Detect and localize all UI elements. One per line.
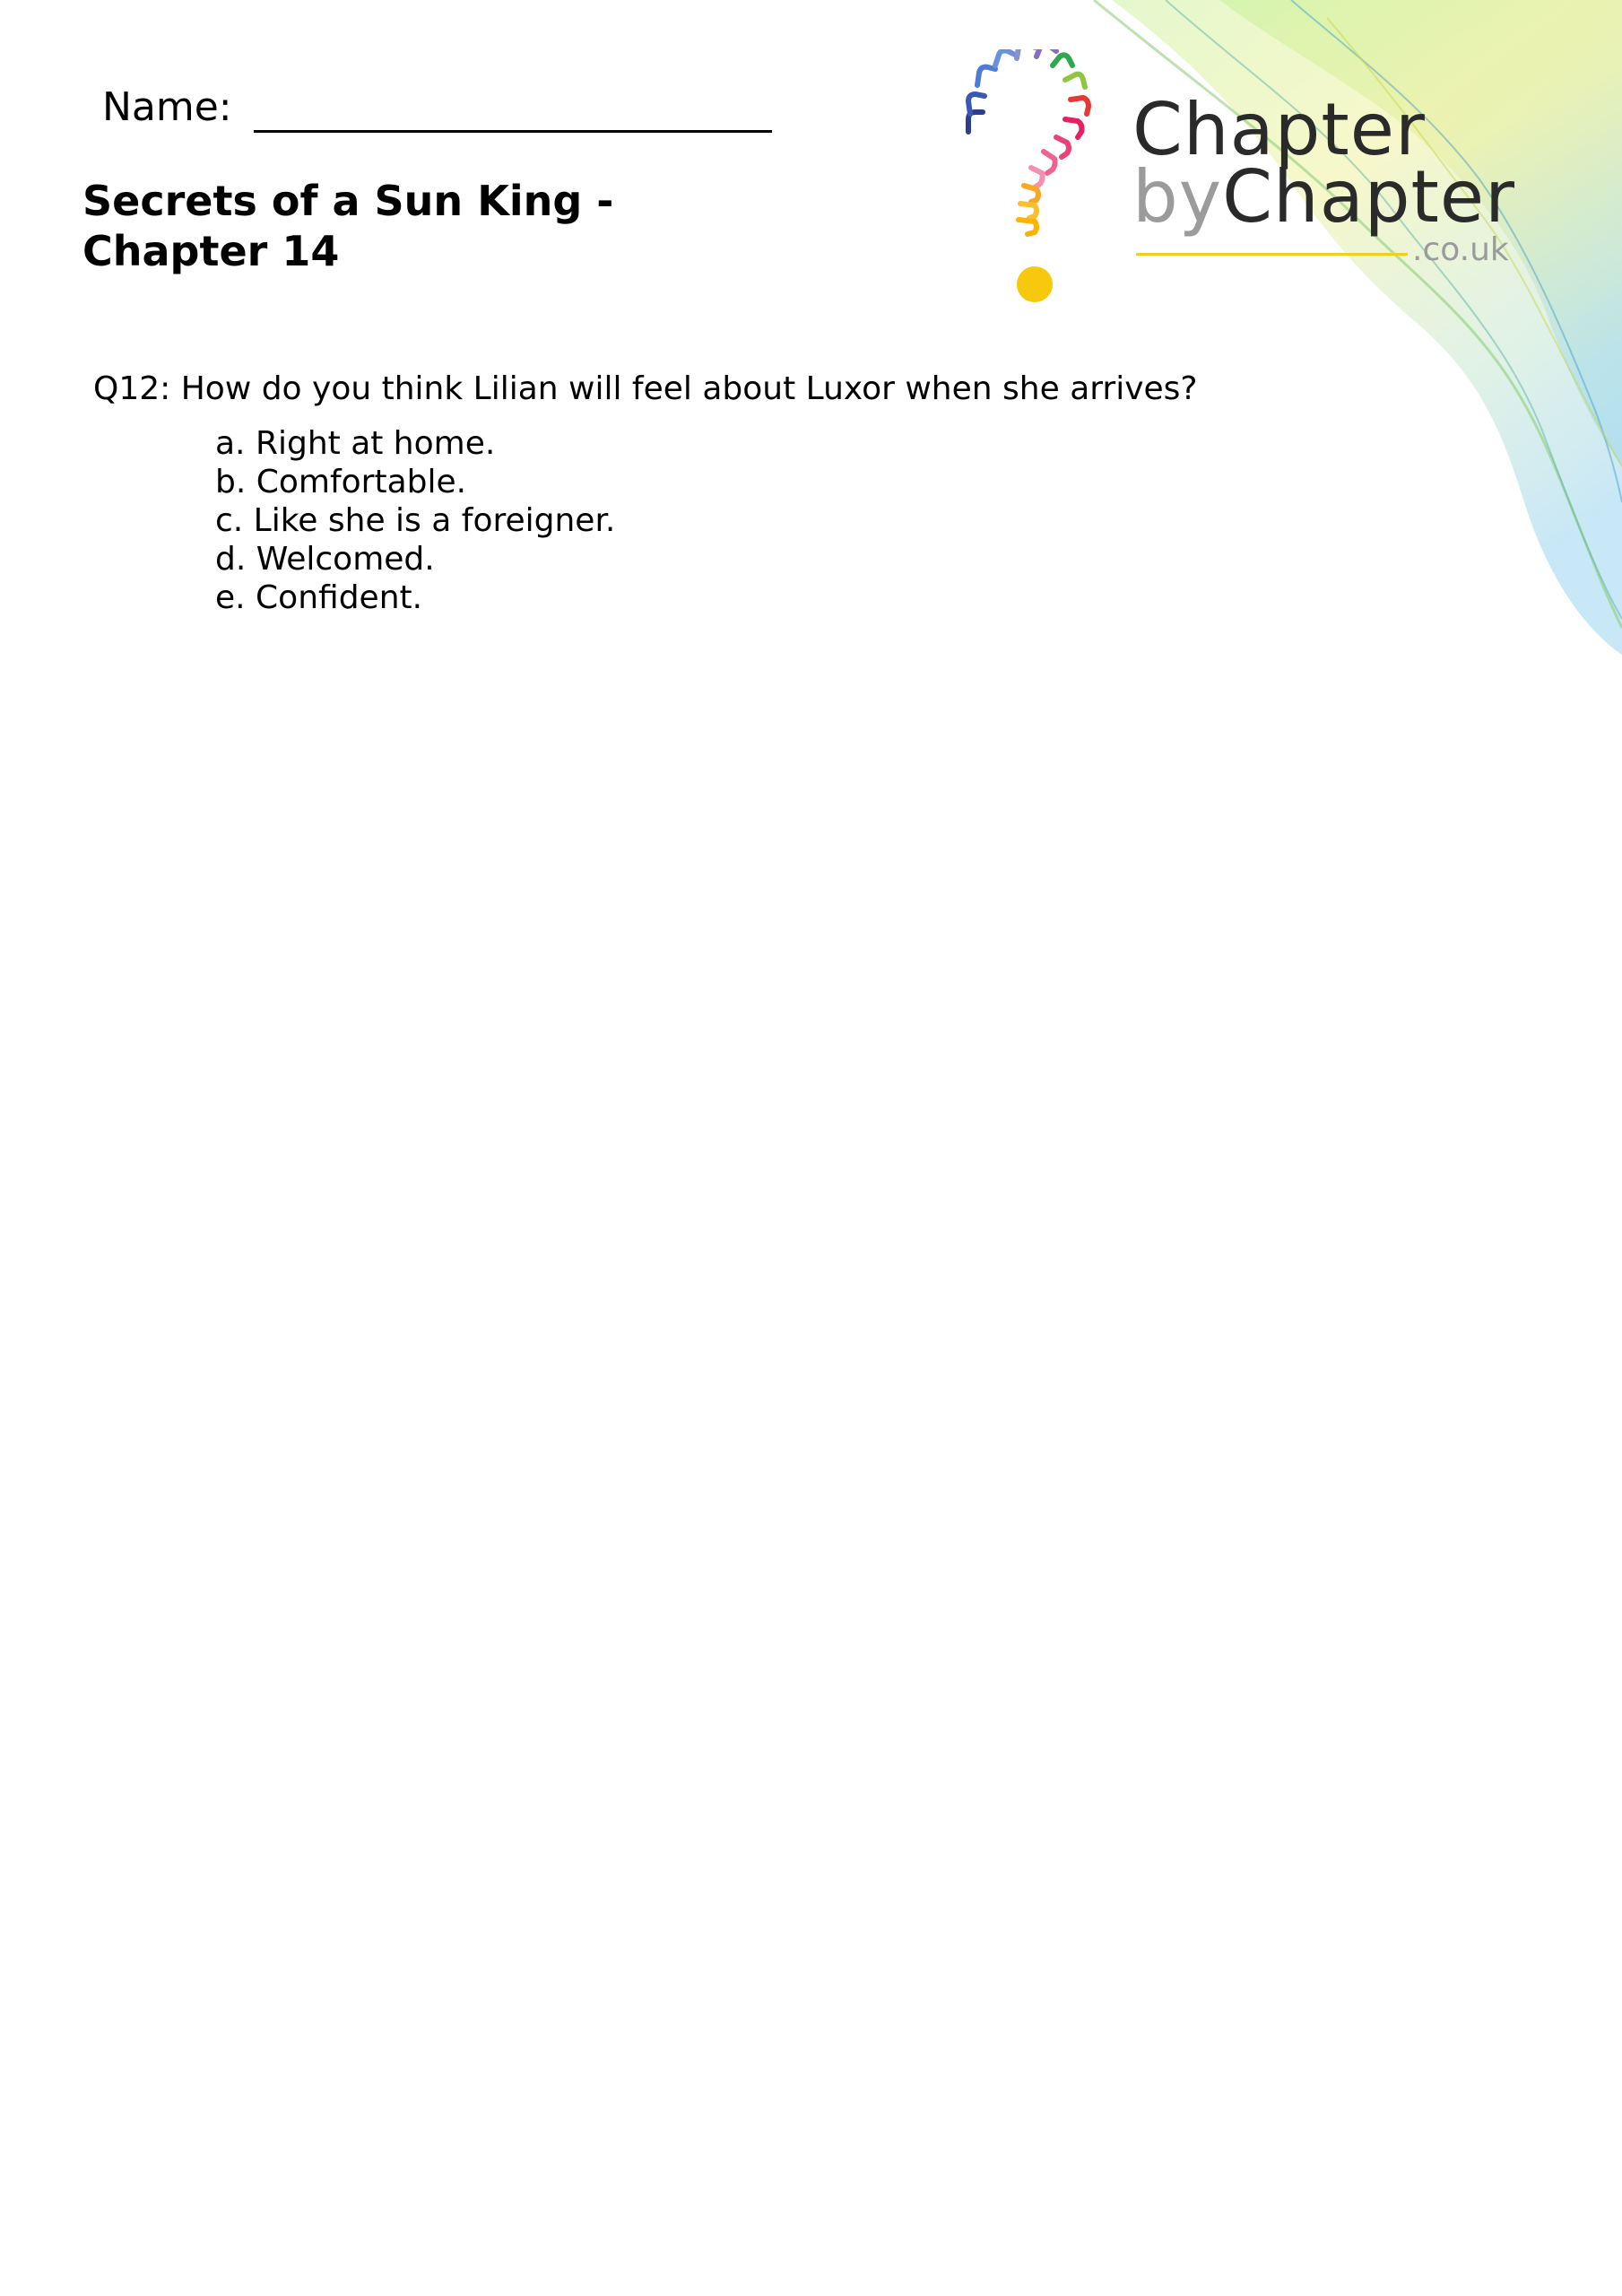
brand-by: by bbox=[1132, 155, 1223, 239]
answer-option: a. Right at home. bbox=[215, 425, 496, 462]
worksheet-title: Secrets of a Sun King - Chapter 14 bbox=[82, 177, 614, 275]
answer-option: e. Confident. bbox=[215, 579, 423, 616]
answer-options bbox=[215, 424, 615, 617]
brand-domain: .co.uk bbox=[1412, 231, 1509, 268]
name-write-line bbox=[254, 130, 772, 133]
answer-option: b. Comfortable. bbox=[215, 464, 467, 500]
question-text: Q12: How do you think Lilian will feel about Luxor when she arrives? bbox=[93, 370, 1198, 407]
chapter-by-chapter-logo bbox=[959, 49, 1596, 318]
book-question-mark-icon bbox=[959, 49, 1130, 318]
brand-chapter: Chapter bbox=[1222, 155, 1515, 239]
brand-name-line1: Chapter bbox=[1132, 88, 1426, 171]
name-label: Name: bbox=[102, 84, 232, 130]
brand-underline bbox=[1136, 253, 1408, 256]
answer-option: c. Like she is a foreigner. bbox=[215, 502, 616, 539]
answer-option: d. Welcomed. bbox=[215, 541, 435, 578]
name-field-row bbox=[102, 84, 772, 130]
brand-name-line2 bbox=[1132, 155, 1515, 239]
